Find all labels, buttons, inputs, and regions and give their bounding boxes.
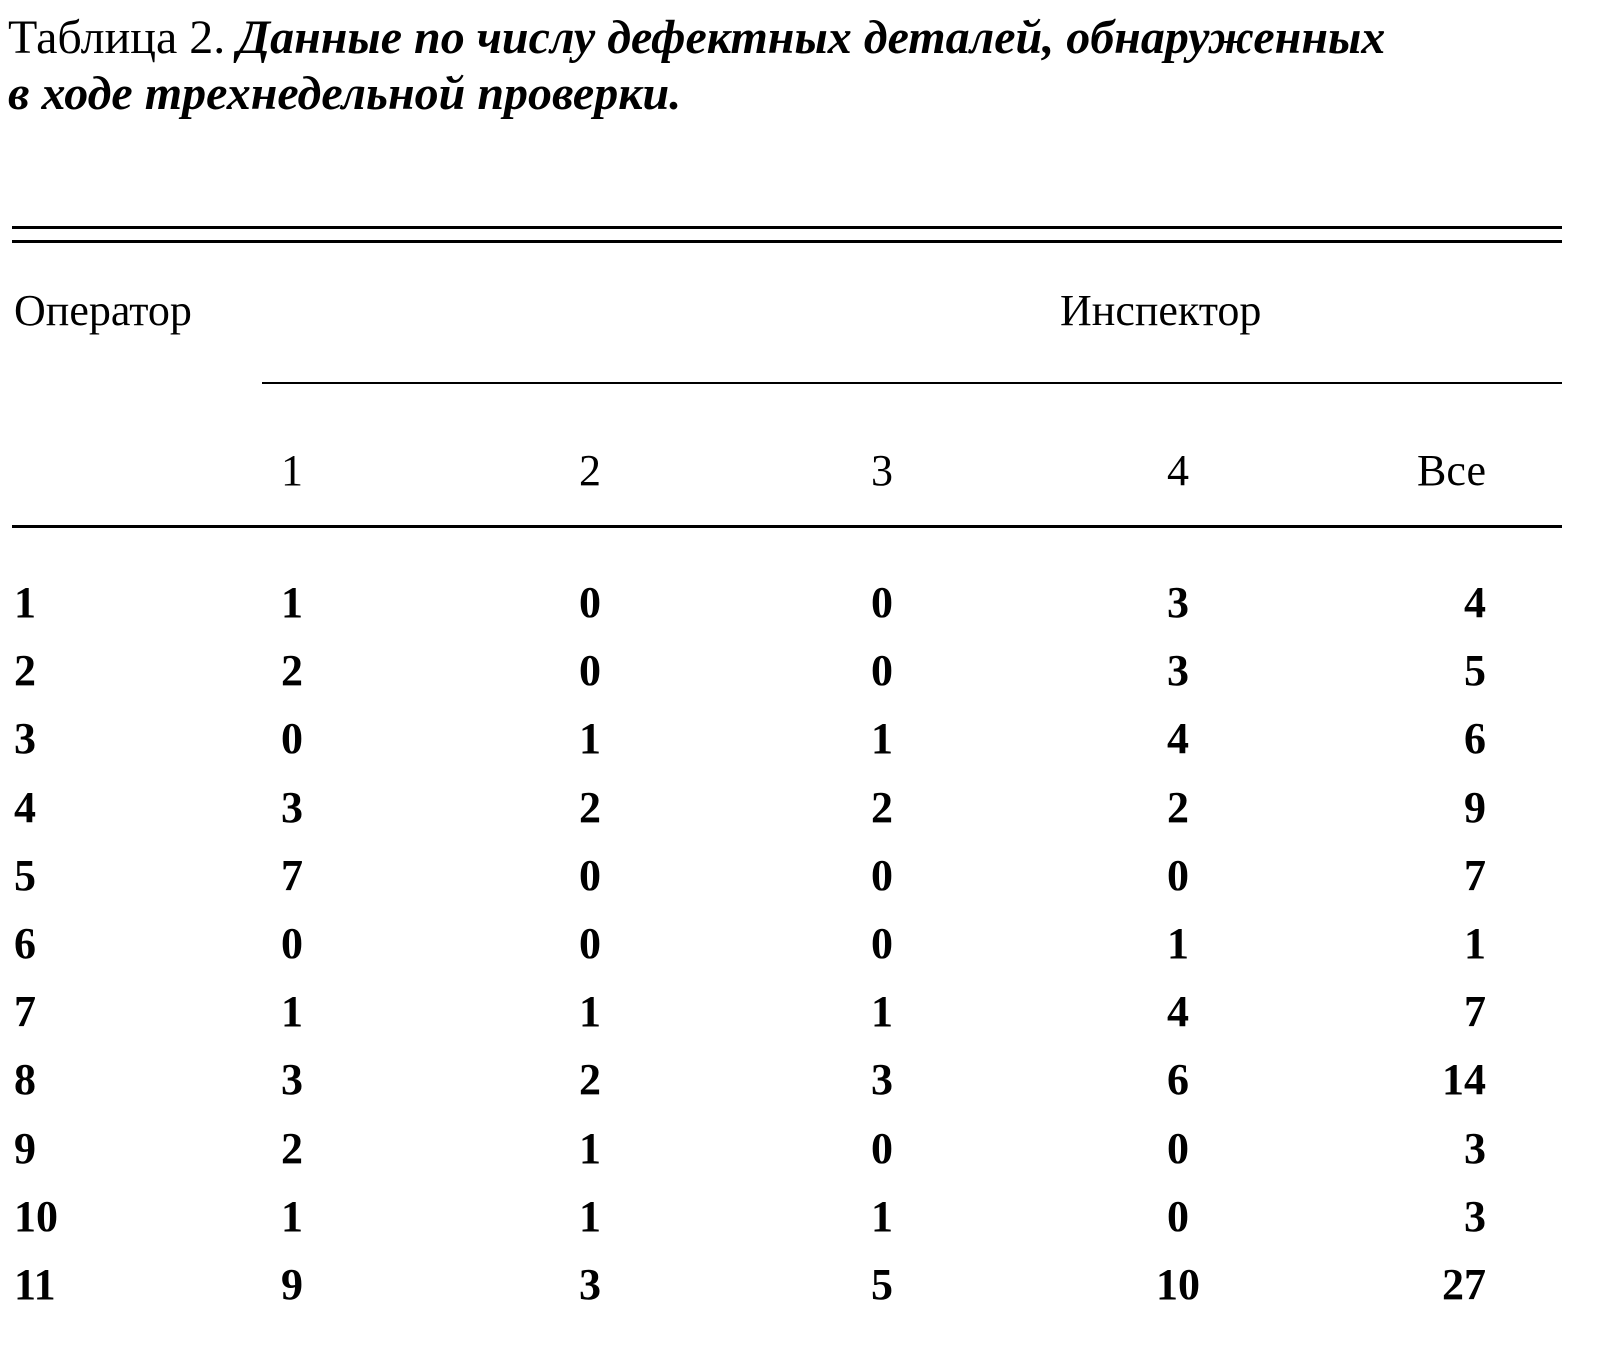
caption-line-1 — [8, 10, 1598, 66]
value-cell: 6 — [1167, 1055, 1189, 1104]
table-caption — [8, 10, 1598, 122]
value-cell: 5 — [1464, 646, 1486, 695]
value-cell: 2 — [579, 783, 601, 832]
value-cell: 1 — [1167, 919, 1189, 968]
value-cell: 0 — [579, 646, 601, 695]
value-cell: 1 — [579, 987, 601, 1036]
column-header: 3 — [871, 446, 893, 495]
value-cell: 1 — [281, 987, 303, 1036]
value-cell: 0 — [281, 919, 303, 968]
operator-cell: 4 — [14, 783, 36, 832]
value-cell: 14 — [1442, 1055, 1486, 1104]
value-cell: 0 — [1167, 851, 1189, 900]
top-rule-1 — [12, 226, 1562, 229]
value-cell: 3 — [1167, 646, 1189, 695]
value-cell: 27 — [1442, 1260, 1486, 1309]
value-cell: 10 — [1156, 1260, 1200, 1309]
value-cell: 0 — [871, 646, 893, 695]
value-cell: 1 — [1464, 919, 1486, 968]
value-cell: 7 — [1464, 851, 1486, 900]
value-cell: 0 — [871, 578, 893, 627]
value-cell: 2 — [871, 783, 893, 832]
column-header: 4 — [1167, 446, 1189, 495]
value-cell: 0 — [579, 578, 601, 627]
operator-cell: 7 — [14, 987, 36, 1036]
value-cell: 2 — [281, 646, 303, 695]
value-cell: 0 — [579, 851, 601, 900]
value-cell: 7 — [281, 851, 303, 900]
caption-text-line-1: Данные по числу дефектных деталей, обнаруженных — [237, 11, 1386, 64]
value-cell: 3 — [1464, 1192, 1486, 1241]
caption-line-2 — [8, 66, 1598, 122]
operator-cell: 8 — [14, 1055, 36, 1104]
caption-label: Таблица 2. — [8, 11, 226, 64]
value-cell: 3 — [871, 1055, 893, 1104]
value-cell: 0 — [871, 851, 893, 900]
operator-cell: 2 — [14, 646, 36, 695]
top-rule-2 — [12, 240, 1562, 243]
value-cell: 1 — [579, 1124, 601, 1173]
value-cell: 0 — [871, 1124, 893, 1173]
value-cell: 9 — [1464, 783, 1486, 832]
value-cell: 1 — [281, 578, 303, 627]
value-cell: 3 — [579, 1260, 601, 1309]
value-cell: 1 — [579, 1192, 601, 1241]
value-cell: 0 — [1167, 1192, 1189, 1241]
value-cell: 1 — [871, 714, 893, 763]
value-cell: 5 — [871, 1260, 893, 1309]
value-cell: 3 — [281, 783, 303, 832]
value-cell: 2 — [1167, 783, 1189, 832]
value-cell: 4 — [1167, 714, 1189, 763]
value-cell: 1 — [871, 1192, 893, 1241]
value-cell: 0 — [281, 714, 303, 763]
value-cell: 2 — [579, 1055, 601, 1104]
value-cell: 0 — [871, 919, 893, 968]
value-cell: 1 — [579, 714, 601, 763]
group-rule — [262, 382, 1562, 384]
value-cell: 9 — [281, 1260, 303, 1309]
header-rule — [12, 525, 1562, 528]
operator-cell: 1 — [14, 578, 36, 627]
value-cell: 1 — [281, 1192, 303, 1241]
column-header: 1 — [281, 446, 303, 495]
value-cell: 3 — [1167, 578, 1189, 627]
operator-cell: 6 — [14, 919, 36, 968]
operator-cell: 11 — [14, 1260, 56, 1309]
value-cell: 0 — [1167, 1124, 1189, 1173]
operator-cell: 10 — [14, 1192, 58, 1241]
value-cell: 6 — [1464, 714, 1486, 763]
value-cell: 1 — [871, 987, 893, 1036]
value-cell: 0 — [579, 919, 601, 968]
column-header: 2 — [579, 446, 601, 495]
row-header: Оператор — [14, 286, 192, 335]
column-header: Все — [1417, 446, 1486, 495]
operator-cell: 9 — [14, 1124, 36, 1173]
value-cell: 2 — [281, 1124, 303, 1173]
value-cell: 4 — [1167, 987, 1189, 1036]
caption-text-line-2: в ходе трехнедельной проверки. — [8, 67, 682, 120]
value-cell: 3 — [1464, 1124, 1486, 1173]
operator-cell: 5 — [14, 851, 36, 900]
value-cell: 4 — [1464, 578, 1486, 627]
value-cell: 3 — [281, 1055, 303, 1104]
operator-cell: 3 — [14, 714, 36, 763]
value-cell: 7 — [1464, 987, 1486, 1036]
group-header: Инспектор — [1060, 286, 1262, 335]
